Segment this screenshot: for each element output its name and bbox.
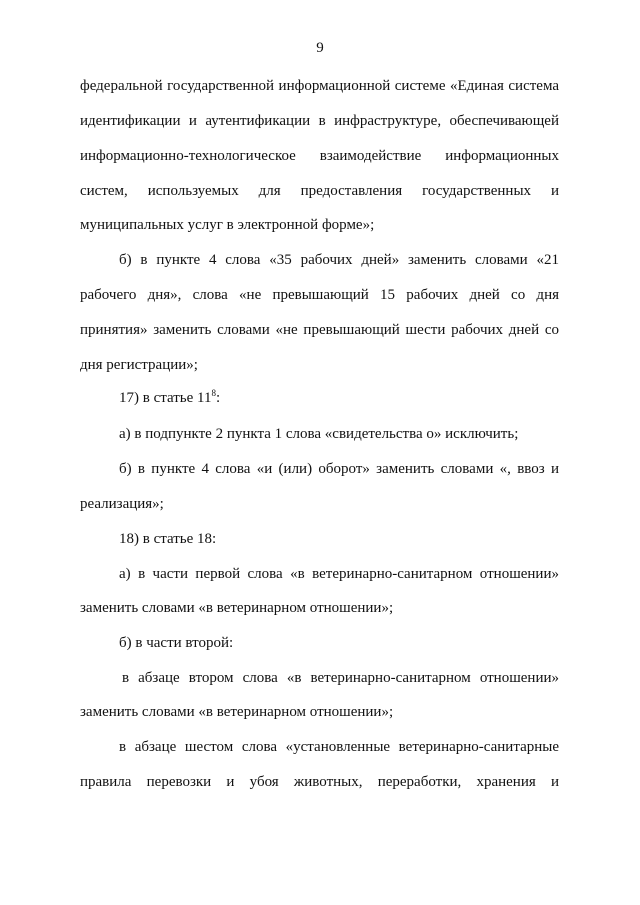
text-line: принятия» заменить словами «не превышающий шести рабочих дней со [80, 322, 559, 338]
page-number: 9 [316, 40, 324, 56]
text-line: в абзаце шестом слова «установленные ветеринарно-санитарные [119, 739, 559, 755]
text-line: правила перевозки и убоя животных, переработки, хранения и [80, 774, 559, 790]
text-line-article-17 [119, 389, 598, 407]
text-line: а) в части первой слова «в ветеринарно-санитарном отношении» [119, 566, 559, 582]
text-line: информационно-технологическое взаимодействие информационных [80, 148, 559, 164]
article-17-colon: : [216, 390, 221, 406]
text-line: заменить словами «в ветеринарном отношении»; [80, 600, 394, 616]
text-line: заменить словами «в ветеринарном отношении»; [80, 704, 394, 720]
text-line: в абзаце втором слова «в ветеринарно-санитарном отношении» [122, 670, 559, 686]
text-line: 18) в статье 18: [119, 531, 217, 547]
superscript-8: 8 [211, 388, 216, 398]
text-line: рабочего дня», слова «не превышающий 15 рабочих дней со дня [80, 287, 559, 303]
text-line: б) в пункте 4 слова «и (или) оборот» заменить словами «, ввоз и [119, 461, 559, 477]
text-line: муниципальных услуг в электронной форме»; [80, 217, 375, 233]
text-line: дня регистрации»; [80, 357, 198, 373]
text-line: б) в части второй: [119, 635, 234, 651]
text-line: реализация»; [80, 496, 164, 512]
text-line: б) в пункте 4 слова «35 рабочих дней» заменить словами «21 [119, 252, 559, 268]
text-line: а) в подпункте 2 пункта 1 слова «свидетельства о» исключить; [119, 426, 519, 442]
article-17-text: 17) в статье 11 [119, 390, 212, 406]
text-line: идентификации и аутентификации в инфраструктуре, обеспечивающей [80, 113, 559, 129]
text-line: систем, используемых для предоставления государственных и [80, 183, 559, 199]
text-line: федеральной государственной информационной системе «Единая система [80, 78, 559, 94]
